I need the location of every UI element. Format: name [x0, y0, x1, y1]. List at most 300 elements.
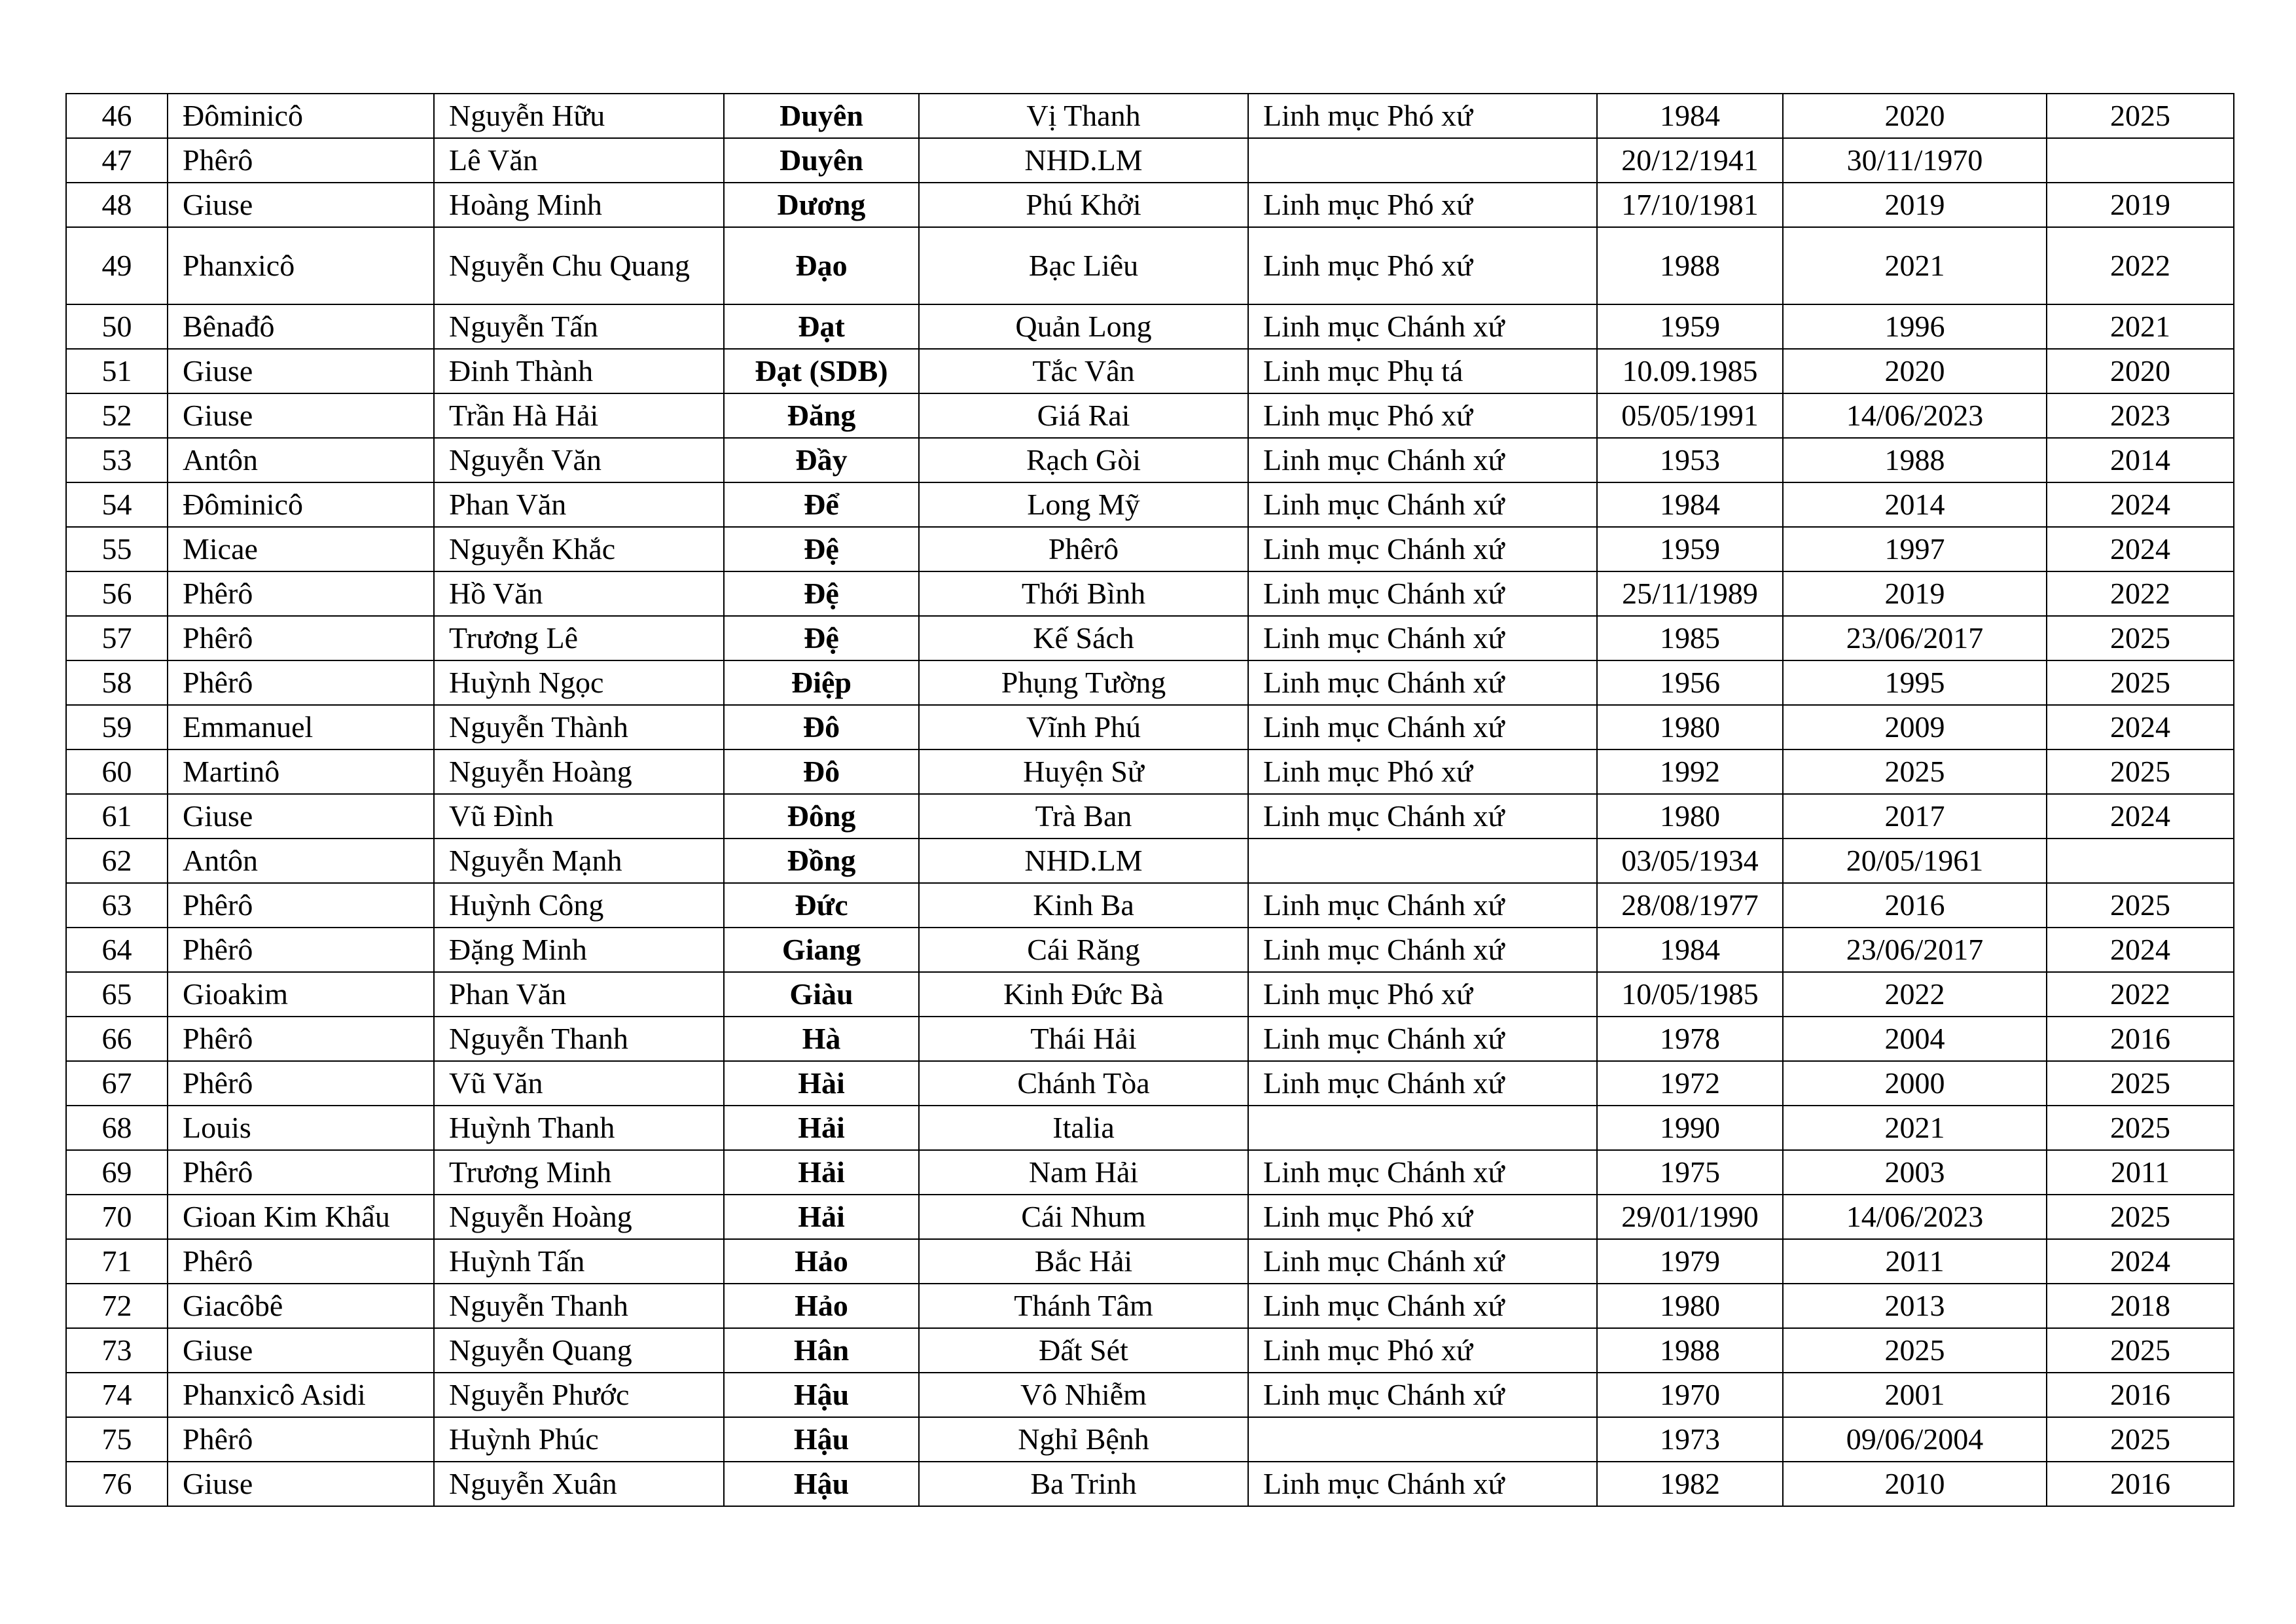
saint-name-cell: Phêrô: [168, 928, 434, 972]
given-name-cell: Hà: [724, 1017, 919, 1061]
parish-cell: Quản Long: [919, 304, 1248, 349]
birth-date-cell: 29/01/1990: [1597, 1195, 1783, 1239]
row-number-cell: 56: [66, 571, 168, 616]
ordination-date-cell: 2025: [1783, 749, 2047, 794]
birth-date-cell: 1978: [1597, 1017, 1783, 1061]
row-number-cell: 71: [66, 1239, 168, 1284]
ordination-date-cell: 20/05/1961: [1783, 839, 2047, 883]
appointment-year-cell: 2024: [2047, 482, 2234, 527]
appointment-year-cell: 2024: [2047, 794, 2234, 839]
family-name-cell: Huỳnh Tấn: [434, 1239, 724, 1284]
ordination-date-cell: 2004: [1783, 1017, 2047, 1061]
birth-date-cell: 1959: [1597, 527, 1783, 571]
ordination-date-cell: 1996: [1783, 304, 2047, 349]
saint-name-cell: Gioan Kim Khẩu: [168, 1195, 434, 1239]
parish-cell: Cái Nhum: [919, 1195, 1248, 1239]
ordination-date-cell: 2009: [1783, 705, 2047, 749]
role-cell: [1248, 1417, 1597, 1462]
row-number-cell: 73: [66, 1328, 168, 1373]
role-cell: Linh mục Chánh xứ: [1248, 304, 1597, 349]
given-name-cell: Đầy: [724, 438, 919, 482]
parish-cell: Đất Sét: [919, 1328, 1248, 1373]
given-name-cell: Hân: [724, 1328, 919, 1373]
table-row: [66, 571, 2234, 616]
given-name-cell: Hải: [724, 1106, 919, 1150]
ordination-date-cell: 2014: [1783, 482, 2047, 527]
parish-cell: Ba Trinh: [919, 1462, 1248, 1506]
ordination-date-cell: 2025: [1783, 1328, 2047, 1373]
appointment-year-cell: 2025: [2047, 1106, 2234, 1150]
role-cell: Linh mục Chánh xứ: [1248, 616, 1597, 660]
role-cell: Linh mục Chánh xứ: [1248, 705, 1597, 749]
birth-date-cell: 1984: [1597, 482, 1783, 527]
ordination-date-cell: 2017: [1783, 794, 2047, 839]
table-row: [66, 1284, 2234, 1328]
birth-date-cell: 1980: [1597, 705, 1783, 749]
ordination-date-cell: 14/06/2023: [1783, 1195, 2047, 1239]
row-number-cell: 70: [66, 1195, 168, 1239]
saint-name-cell: Phêrô: [168, 1061, 434, 1106]
appointment-year-cell: 2022: [2047, 571, 2234, 616]
appointment-year-cell: 2022: [2047, 227, 2234, 304]
saint-name-cell: Gioakim: [168, 972, 434, 1017]
family-name-cell: Đặng Minh: [434, 928, 724, 972]
appointment-year-cell: 2025: [2047, 1061, 2234, 1106]
parish-cell: Cái Răng: [919, 928, 1248, 972]
saint-name-cell: Giuse: [168, 183, 434, 227]
row-number-cell: 60: [66, 749, 168, 794]
saint-name-cell: Emmanuel: [168, 705, 434, 749]
saint-name-cell: Phêrô: [168, 1239, 434, 1284]
saint-name-cell: Phêrô: [168, 883, 434, 928]
parish-cell: NHD.LM: [919, 138, 1248, 183]
appointment-year-cell: 2025: [2047, 660, 2234, 705]
table-row: [66, 1462, 2234, 1506]
table-row: [66, 749, 2234, 794]
birth-date-cell: 1985: [1597, 616, 1783, 660]
table-row: [66, 839, 2234, 883]
parish-cell: Giá Rai: [919, 393, 1248, 438]
ordination-date-cell: 2019: [1783, 571, 2047, 616]
birth-date-cell: 20/12/1941: [1597, 138, 1783, 183]
family-name-cell: Phan Văn: [434, 972, 724, 1017]
row-number-cell: 53: [66, 438, 168, 482]
role-cell: Linh mục Chánh xứ: [1248, 1061, 1597, 1106]
ordination-date-cell: 09/06/2004: [1783, 1417, 2047, 1462]
table-row: [66, 227, 2234, 304]
row-number-cell: 59: [66, 705, 168, 749]
parish-cell: Italia: [919, 1106, 1248, 1150]
family-name-cell: Huỳnh Công: [434, 883, 724, 928]
table-row: [66, 527, 2234, 571]
table-row: [66, 183, 2234, 227]
given-name-cell: Đạt: [724, 304, 919, 349]
ordination-date-cell: 2021: [1783, 1106, 2047, 1150]
family-name-cell: Nguyễn Hữu: [434, 94, 724, 138]
role-cell: Linh mục Chánh xứ: [1248, 527, 1597, 571]
birth-date-cell: 1956: [1597, 660, 1783, 705]
role-cell: Linh mục Chánh xứ: [1248, 438, 1597, 482]
saint-name-cell: Đôminicô: [168, 94, 434, 138]
row-number-cell: 69: [66, 1150, 168, 1195]
parish-cell: NHD.LM: [919, 839, 1248, 883]
given-name-cell: Giàu: [724, 972, 919, 1017]
family-name-cell: Hoàng Minh: [434, 183, 724, 227]
appointment-year-cell: 2016: [2047, 1017, 2234, 1061]
birth-date-cell: 1992: [1597, 749, 1783, 794]
saint-name-cell: Martinô: [168, 749, 434, 794]
row-number-cell: 50: [66, 304, 168, 349]
given-name-cell: Đạt (SDB): [724, 349, 919, 393]
given-name-cell: Đồng: [724, 839, 919, 883]
family-name-cell: Nguyễn Khắc: [434, 527, 724, 571]
parish-cell: Vĩnh Phú: [919, 705, 1248, 749]
parish-cell: Chánh Tòa: [919, 1061, 1248, 1106]
birth-date-cell: 10/05/1985: [1597, 972, 1783, 1017]
role-cell: Linh mục Chánh xứ: [1248, 1239, 1597, 1284]
parish-cell: Phêrô: [919, 527, 1248, 571]
ordination-date-cell: 2011: [1783, 1239, 2047, 1284]
appointment-year-cell: [2047, 138, 2234, 183]
table-row: [66, 1328, 2234, 1373]
given-name-cell: Hài: [724, 1061, 919, 1106]
table-row: [66, 972, 2234, 1017]
ordination-date-cell: 2016: [1783, 883, 2047, 928]
birth-date-cell: 1973: [1597, 1417, 1783, 1462]
role-cell: Linh mục Chánh xứ: [1248, 928, 1597, 972]
given-name-cell: Đô: [724, 705, 919, 749]
given-name-cell: Hảo: [724, 1239, 919, 1284]
appointment-year-cell: 2024: [2047, 527, 2234, 571]
parish-cell: Vị Thanh: [919, 94, 1248, 138]
appointment-year-cell: 2025: [2047, 883, 2234, 928]
table-row: [66, 1373, 2234, 1417]
row-number-cell: 65: [66, 972, 168, 1017]
table-row: [66, 1195, 2234, 1239]
ordination-date-cell: 23/06/2017: [1783, 616, 2047, 660]
saint-name-cell: Phanxicô: [168, 227, 434, 304]
saint-name-cell: Antôn: [168, 839, 434, 883]
row-number-cell: 66: [66, 1017, 168, 1061]
role-cell: Linh mục Phó xứ: [1248, 183, 1597, 227]
ordination-date-cell: 2020: [1783, 94, 2047, 138]
appointment-year-cell: 2024: [2047, 705, 2234, 749]
role-cell: Linh mục Phó xứ: [1248, 393, 1597, 438]
table-row: [66, 616, 2234, 660]
birth-date-cell: 1953: [1597, 438, 1783, 482]
table-row: [66, 1106, 2234, 1150]
parish-cell: Rạch Gòi: [919, 438, 1248, 482]
birth-date-cell: 1959: [1597, 304, 1783, 349]
saint-name-cell: Giuse: [168, 349, 434, 393]
family-name-cell: Nguyễn Chu Quang: [434, 227, 724, 304]
table-row: [66, 1417, 2234, 1462]
saint-name-cell: Micae: [168, 527, 434, 571]
ordination-date-cell: 1988: [1783, 438, 2047, 482]
table-row: [66, 1061, 2234, 1106]
parish-cell: Kinh Ba: [919, 883, 1248, 928]
row-number-cell: 57: [66, 616, 168, 660]
given-name-cell: Duyên: [724, 94, 919, 138]
appointment-year-cell: 2024: [2047, 1239, 2234, 1284]
given-name-cell: Đăng: [724, 393, 919, 438]
row-number-cell: 75: [66, 1417, 168, 1462]
given-name-cell: Hải: [724, 1150, 919, 1195]
given-name-cell: Đệ: [724, 571, 919, 616]
family-name-cell: Nguyễn Thành: [434, 705, 724, 749]
birth-date-cell: 17/10/1981: [1597, 183, 1783, 227]
row-number-cell: 62: [66, 839, 168, 883]
table-row: [66, 794, 2234, 839]
appointment-year-cell: 2021: [2047, 304, 2234, 349]
parish-cell: Phú Khởi: [919, 183, 1248, 227]
given-name-cell: Hậu: [724, 1462, 919, 1506]
role-cell: [1248, 1106, 1597, 1150]
saint-name-cell: Phêrô: [168, 571, 434, 616]
row-number-cell: 68: [66, 1106, 168, 1150]
appointment-year-cell: 2016: [2047, 1373, 2234, 1417]
role-cell: Linh mục Chánh xứ: [1248, 1462, 1597, 1506]
saint-name-cell: Phêrô: [168, 660, 434, 705]
parish-cell: Thới Bình: [919, 571, 1248, 616]
birth-date-cell: 1984: [1597, 928, 1783, 972]
given-name-cell: Để: [724, 482, 919, 527]
saint-name-cell: Giuse: [168, 794, 434, 839]
family-name-cell: Nguyễn Phước: [434, 1373, 724, 1417]
ordination-date-cell: 1997: [1783, 527, 2047, 571]
row-number-cell: 49: [66, 227, 168, 304]
family-name-cell: Huỳnh Thanh: [434, 1106, 724, 1150]
family-name-cell: Trần Hà Hải: [434, 393, 724, 438]
parish-cell: Kế Sách: [919, 616, 1248, 660]
given-name-cell: Dương: [724, 183, 919, 227]
appointment-year-cell: 2011: [2047, 1150, 2234, 1195]
given-name-cell: Điệp: [724, 660, 919, 705]
role-cell: Linh mục Chánh xứ: [1248, 794, 1597, 839]
row-number-cell: 76: [66, 1462, 168, 1506]
saint-name-cell: Giuse: [168, 393, 434, 438]
saint-name-cell: Phêrô: [168, 1417, 434, 1462]
row-number-cell: 58: [66, 660, 168, 705]
saint-name-cell: Louis: [168, 1106, 434, 1150]
parish-cell: Thánh Tâm: [919, 1284, 1248, 1328]
family-name-cell: Hồ Văn: [434, 571, 724, 616]
row-number-cell: 48: [66, 183, 168, 227]
family-name-cell: Nguyễn Hoàng: [434, 749, 724, 794]
parish-cell: Vô Nhiễm: [919, 1373, 1248, 1417]
ordination-date-cell: 23/06/2017: [1783, 928, 2047, 972]
ordination-date-cell: 30/11/1970: [1783, 138, 2047, 183]
ordination-date-cell: 1995: [1783, 660, 2047, 705]
appointment-year-cell: [2047, 839, 2234, 883]
appointment-year-cell: 2023: [2047, 393, 2234, 438]
family-name-cell: Trương Lê: [434, 616, 724, 660]
given-name-cell: Đệ: [724, 527, 919, 571]
row-number-cell: 55: [66, 527, 168, 571]
table-row: [66, 138, 2234, 183]
table-row: [66, 1239, 2234, 1284]
saint-name-cell: Phanxicô Asidi: [168, 1373, 434, 1417]
role-cell: Linh mục Chánh xứ: [1248, 482, 1597, 527]
table-row: [66, 393, 2234, 438]
birth-date-cell: 1972: [1597, 1061, 1783, 1106]
row-number-cell: 67: [66, 1061, 168, 1106]
parish-cell: Bạc Liêu: [919, 227, 1248, 304]
table-row: [66, 705, 2234, 749]
table-body: [66, 94, 2234, 1506]
family-name-cell: Nguyễn Văn: [434, 438, 724, 482]
saint-name-cell: Antôn: [168, 438, 434, 482]
parish-cell: Bắc Hải: [919, 1239, 1248, 1284]
appointment-year-cell: 2025: [2047, 749, 2234, 794]
row-number-cell: 63: [66, 883, 168, 928]
row-number-cell: 64: [66, 928, 168, 972]
appointment-year-cell: 2022: [2047, 972, 2234, 1017]
row-number-cell: 46: [66, 94, 168, 138]
saint-name-cell: Giuse: [168, 1328, 434, 1373]
role-cell: Linh mục Phó xứ: [1248, 227, 1597, 304]
appointment-year-cell: 2025: [2047, 1328, 2234, 1373]
appointment-year-cell: 2016: [2047, 1462, 2234, 1506]
parish-cell: Nghỉ Bệnh: [919, 1417, 1248, 1462]
row-number-cell: 61: [66, 794, 168, 839]
family-name-cell: Huỳnh Ngọc: [434, 660, 724, 705]
given-name-cell: Đô: [724, 749, 919, 794]
table-row: [66, 660, 2234, 705]
given-name-cell: Đệ: [724, 616, 919, 660]
role-cell: Linh mục Chánh xứ: [1248, 571, 1597, 616]
role-cell: Linh mục Chánh xứ: [1248, 1017, 1597, 1061]
birth-date-cell: 03/05/1934: [1597, 839, 1783, 883]
role-cell: Linh mục Phó xứ: [1248, 94, 1597, 138]
ordination-date-cell: 2021: [1783, 227, 2047, 304]
appointment-year-cell: 2020: [2047, 349, 2234, 393]
table-row: [66, 1017, 2234, 1061]
birth-date-cell: 1982: [1597, 1462, 1783, 1506]
saint-name-cell: Đôminicô: [168, 482, 434, 527]
ordination-date-cell: 2019: [1783, 183, 2047, 227]
birth-date-cell: 10.09.1985: [1597, 349, 1783, 393]
given-name-cell: Giang: [724, 928, 919, 972]
role-cell: [1248, 839, 1597, 883]
family-name-cell: Đinh Thành: [434, 349, 724, 393]
table-row: [66, 94, 2234, 138]
role-cell: Linh mục Phụ tá: [1248, 349, 1597, 393]
appointment-year-cell: 2019: [2047, 183, 2234, 227]
appointment-year-cell: 2025: [2047, 616, 2234, 660]
family-name-cell: Nguyễn Tấn: [434, 304, 724, 349]
given-name-cell: Hậu: [724, 1417, 919, 1462]
appointment-year-cell: 2025: [2047, 1417, 2234, 1462]
given-name-cell: Hậu: [724, 1373, 919, 1417]
role-cell: Linh mục Phó xứ: [1248, 1195, 1597, 1239]
row-number-cell: 54: [66, 482, 168, 527]
saint-name-cell: Phêrô: [168, 616, 434, 660]
birth-date-cell: 1975: [1597, 1150, 1783, 1195]
given-name-cell: Hảo: [724, 1284, 919, 1328]
saint-name-cell: Giuse: [168, 1462, 434, 1506]
family-name-cell: Nguyễn Quang: [434, 1328, 724, 1373]
parish-cell: Nam Hải: [919, 1150, 1248, 1195]
ordination-date-cell: 2003: [1783, 1150, 2047, 1195]
parish-cell: Huyện Sử: [919, 749, 1248, 794]
family-name-cell: Nguyễn Thanh: [434, 1017, 724, 1061]
ordination-date-cell: 2001: [1783, 1373, 2047, 1417]
birth-date-cell: 1979: [1597, 1239, 1783, 1284]
parish-cell: Long Mỹ: [919, 482, 1248, 527]
role-cell: Linh mục Phó xứ: [1248, 1328, 1597, 1373]
parish-cell: Kinh Đức Bà: [919, 972, 1248, 1017]
parish-cell: Tắc Vân: [919, 349, 1248, 393]
birth-date-cell: 28/08/1977: [1597, 883, 1783, 928]
role-cell: [1248, 138, 1597, 183]
parish-cell: Thái Hải: [919, 1017, 1248, 1061]
table-row: [66, 349, 2234, 393]
family-name-cell: Nguyễn Thanh: [434, 1284, 724, 1328]
role-cell: Linh mục Chánh xứ: [1248, 660, 1597, 705]
family-name-cell: Nguyễn Hoàng: [434, 1195, 724, 1239]
given-name-cell: Đông: [724, 794, 919, 839]
table-row: [66, 304, 2234, 349]
table-row: [66, 883, 2234, 928]
saint-name-cell: Phêrô: [168, 1017, 434, 1061]
given-name-cell: Đức: [724, 883, 919, 928]
birth-date-cell: 1990: [1597, 1106, 1783, 1150]
saint-name-cell: Phêrô: [168, 1150, 434, 1195]
birth-date-cell: 1988: [1597, 1328, 1783, 1373]
row-number-cell: 74: [66, 1373, 168, 1417]
appointment-year-cell: 2024: [2047, 928, 2234, 972]
role-cell: Linh mục Phó xứ: [1248, 749, 1597, 794]
saint-name-cell: Giacôbê: [168, 1284, 434, 1328]
saint-name-cell: Bênađô: [168, 304, 434, 349]
given-name-cell: Hải: [724, 1195, 919, 1239]
family-name-cell: Nguyễn Mạnh: [434, 839, 724, 883]
table-row: [66, 482, 2234, 527]
row-number-cell: 72: [66, 1284, 168, 1328]
birth-date-cell: 1984: [1597, 94, 1783, 138]
given-name-cell: Duyên: [724, 138, 919, 183]
row-number-cell: 51: [66, 349, 168, 393]
birth-date-cell: 05/05/1991: [1597, 393, 1783, 438]
parish-cell: Trà Ban: [919, 794, 1248, 839]
table-row: [66, 928, 2234, 972]
role-cell: Linh mục Chánh xứ: [1248, 1150, 1597, 1195]
family-name-cell: Lê Văn: [434, 138, 724, 183]
row-number-cell: 52: [66, 393, 168, 438]
birth-date-cell: 1970: [1597, 1373, 1783, 1417]
birth-date-cell: 1988: [1597, 227, 1783, 304]
saint-name-cell: Phêrô: [168, 138, 434, 183]
role-cell: Linh mục Phó xứ: [1248, 972, 1597, 1017]
row-number-cell: 47: [66, 138, 168, 183]
appointment-year-cell: 2025: [2047, 1195, 2234, 1239]
table-row: [66, 438, 2234, 482]
ordination-date-cell: 2022: [1783, 972, 2047, 1017]
ordination-date-cell: 14/06/2023: [1783, 393, 2047, 438]
family-name-cell: Huỳnh Phúc: [434, 1417, 724, 1462]
birth-date-cell: 25/11/1989: [1597, 571, 1783, 616]
ordination-date-cell: 2000: [1783, 1061, 2047, 1106]
family-name-cell: Nguyễn Xuân: [434, 1462, 724, 1506]
family-name-cell: Vũ Đình: [434, 794, 724, 839]
given-name-cell: Đạo: [724, 227, 919, 304]
parish-cell: Phụng Tường: [919, 660, 1248, 705]
role-cell: Linh mục Chánh xứ: [1248, 1373, 1597, 1417]
ordination-date-cell: 2013: [1783, 1284, 2047, 1328]
role-cell: Linh mục Chánh xứ: [1248, 883, 1597, 928]
family-name-cell: Vũ Văn: [434, 1061, 724, 1106]
